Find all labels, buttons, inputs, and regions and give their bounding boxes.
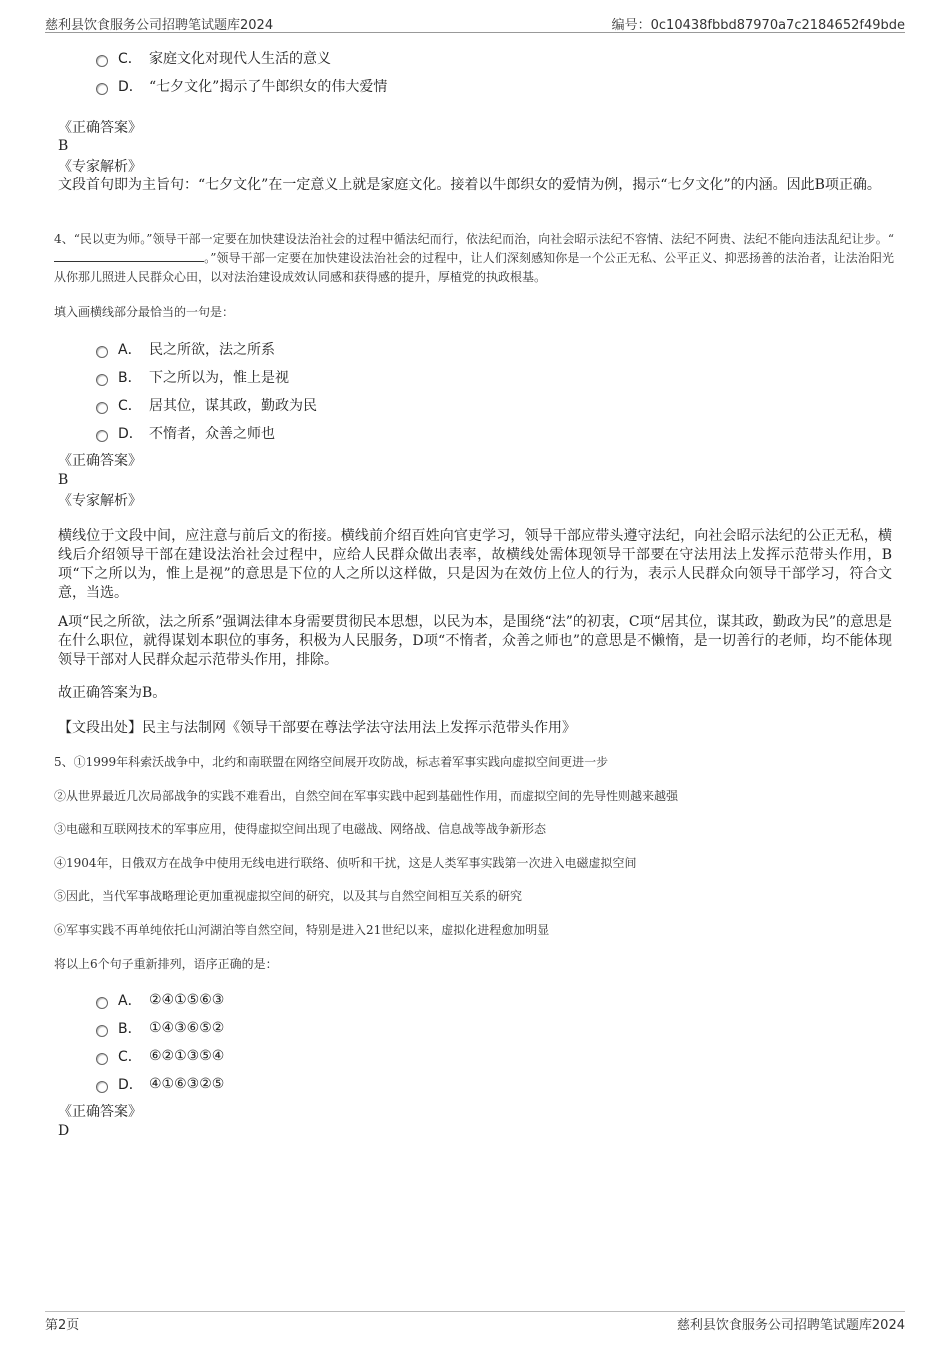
q3-analysis-heading: 《专家解析》 [58,159,142,175]
q5-prompt: 将以上6个句子重新排列，语序正确的是： [54,957,278,971]
q5-answer: D [58,1123,70,1139]
q4-analysis-heading: 《专家解析》 [58,493,142,509]
radio-icon[interactable] [96,402,108,414]
q4-option-d[interactable]: D． 不惰者，众善之师也 [96,423,275,443]
radio-icon[interactable] [96,55,108,67]
q5-option-b[interactable]: B． ①④③⑥⑤② [96,1018,224,1038]
q5-sentence-5: ⑤因此，当代军事战略理论更加重视虚拟空间的研究，以及其与自然空间相互关系的研究 [54,889,523,903]
q4-prompt: 填入画横线部分最恰当的一句是： [54,305,235,319]
q4-answer: B [58,472,69,488]
radio-icon[interactable] [96,1081,108,1093]
q4-option-a[interactable]: A． 民之所欲，法之所系 [96,339,275,359]
q4-option-b[interactable]: B． 下之所以为，惟上是视 [96,367,289,387]
fill-blank [54,249,204,262]
radio-icon[interactable] [96,1025,108,1037]
header-title: 慈利县饮食服务公司招聘笔试题库2024 [45,18,274,33]
q5-answer-heading: 《正确答案》 [58,1104,142,1120]
q5-sentence-1: 5、①1999年科索沃战争中，北约和南联盟在网络空间展开攻防战，标志着军事实践向虚拟空间更进一步 [54,755,609,769]
q4-answer-heading: 《正确答案》 [58,453,142,469]
q3-answer: B [58,138,69,154]
header-code: 编号：0c10438fbbd87970a7c2184652f49bde [611,18,905,33]
q4-source: 【文段出处】民主与法制网《领导干部要在尊法学法守法用法上发挥示范带头作用》 [58,720,576,736]
q4-analysis-p3: 故正确答案为B。 [58,685,167,701]
q3-answer-heading: 《正确答案》 [58,120,142,136]
q4-stem: 4、“民以吏为师。”领导干部一定要在加快建设法治社会的过程中循法纪而行，依法纪而治，向社会昭示法纪不容情、法纪不阿贵、法纪不能向违法乱纪让步。“。”领导干部一定要在加快建设法治社会的过程中，让人们深刻感知你是一个公正无私、公平正义、抑恶扬善的法治者，让法治阳光从你那儿照进人民群众心田，以对法治建设成效认同感和获得感的提升，厚植党的执政根基。 [54,232,894,284]
radio-icon[interactable] [96,430,108,442]
page-footer [45,1311,905,1332]
q5-option-d[interactable]: D． ④①⑥③②⑤ [96,1074,224,1094]
radio-icon[interactable] [96,346,108,358]
q4-analysis-p1: 横线位于文段中间，应注意与前后文的衔接。横线前介绍百姓向官吏学习，领导干部应带头遵守法纪，向社会昭示法纪的公正无私，横线后介绍领导干部在建设法治社会过程中，应给人民群众做出表率，故横线处需体现领导干部要在守法用法上发挥示范带头作用，B项“下之所以为，惟上是视”的意思是下位的人之所以这样做，只是因为在效仿上位人的行为，表示人民群众向领导干部学习，符合文意，当选。 [58,528,892,601]
q4-option-c[interactable]: C． 居其位，谋其政，勤政为民 [96,395,317,415]
radio-icon[interactable] [96,1053,108,1065]
q5-sentence-6: ⑥军事实践不再单纯依托山河湖泊等自然空间，特别是进入21世纪以来，虚拟化进程愈加明显 [54,923,550,937]
page-number: 第2页 [45,1318,80,1333]
q3-analysis: 文段首句即为主旨句：“七夕文化”在一定意义上就是家庭文化。接着以牛郎织女的爱情为例，揭示“七夕文化”的内涵。因此B项正确。 [58,177,881,193]
radio-icon[interactable] [96,374,108,386]
q5-sentence-4: ④1904年，日俄双方在战争中使用无线电进行联络、侦听和干扰，这是人类军事实践第一次进入电磁虚拟空间 [54,856,637,870]
q5-sentence-2: ②从世界最近几次局部战争的实践不难看出，自然空间在军事实践中起到基础性作用，而虚拟空间的先导性则越来越强 [54,789,679,803]
q3-option-d[interactable]: D． “七夕文化”揭示了牛郎织女的伟大爱情 [96,76,387,96]
radio-icon[interactable] [96,997,108,1009]
page-header [45,14,905,33]
q5-option-a[interactable]: A． ②④①⑤⑥③ [96,990,224,1010]
q3-option-c[interactable]: C． 家庭文化对现代人生活的意义 [96,48,331,68]
radio-icon[interactable] [96,83,108,95]
footer-title: 慈利县饮食服务公司招聘笔试题库2024 [676,1318,905,1333]
q5-sentence-3: ③电磁和互联网技术的军事应用，使得虚拟空间出现了电磁战、网络战、信息战等战争新形态 [54,822,547,836]
q4-analysis-p2: A项“民之所欲，法之所系”强调法律本身需要贯彻民本思想，以民为本，是围绕“法”的初衷，C项“居其位，谋其政，勤政为民”的意思是在什么职位，就得谋划本职位的事务，积极为人民服务，D项“不惰者，众善之师也”的意思是不懒惰，是一切善行的老师，均不能体现领导干部对人民群众起示范带头作用，排除。 [58,614,892,668]
q5-option-c[interactable]: C． ⑥②①③⑤④ [96,1046,224,1066]
